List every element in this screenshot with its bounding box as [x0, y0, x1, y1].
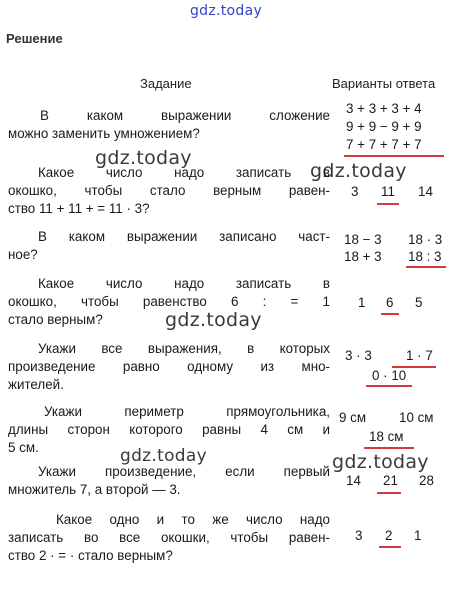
answer-option: 3: [355, 528, 363, 543]
answer-option: 14: [418, 184, 433, 199]
task-line: Укажи все выражения, в которых: [38, 341, 330, 356]
answer-underline: [377, 492, 401, 494]
answer-option: 18 − 3: [344, 232, 382, 247]
watermark: gdz.today: [120, 446, 207, 466]
answer-option-correct: 7 + 7 + 7 + 7: [346, 137, 422, 152]
answer-option-correct: 11: [381, 184, 395, 199]
task-line: ное?: [8, 247, 38, 262]
answer-option: 3: [351, 184, 359, 199]
task-line: стало верным?: [8, 312, 103, 327]
task-line: ство 11 + 11 + = 11 · 3?: [8, 201, 150, 216]
answer-option-correct: 1 · 7: [406, 348, 433, 363]
task-1: [8, 107, 330, 143]
watermark: gdz.today: [95, 147, 192, 169]
answer-option: 1: [358, 295, 366, 310]
answer-option-correct: 0 · 10: [372, 368, 407, 383]
task-6: [8, 403, 330, 457]
task-line: В каком выражении сложение: [40, 108, 330, 123]
task-line: Укажи периметр прямоугольника,: [44, 404, 330, 419]
answer-underline: [366, 385, 412, 387]
watermark: gdz.today: [332, 451, 429, 473]
task-line: В каком выражении записано част-: [38, 229, 330, 244]
answer-underline: [344, 155, 444, 157]
task-line: длины сторон которого равны 4 см и: [8, 422, 330, 437]
task-line: произведение равно одному из мно-: [8, 359, 330, 374]
task-3: [8, 228, 330, 264]
task-line: окошко, чтобы стало верным равен-: [8, 183, 330, 198]
answer-option: 18 · 3: [408, 232, 443, 247]
answer-underline: [379, 546, 401, 548]
task-8: [8, 511, 330, 565]
answer-option: 10 см: [399, 410, 434, 425]
task-line: ство 2 · = · стало верным?: [8, 548, 173, 563]
task-4: [8, 275, 330, 329]
task-line: окошко, чтобы равенство 6 : = 1: [8, 294, 330, 309]
task-line: Укажи произведение, если первый: [38, 464, 330, 479]
task-2: [8, 164, 330, 218]
task-7: [8, 463, 330, 499]
watermark: gdz.today: [165, 309, 262, 331]
task-line: 5 см.: [8, 440, 39, 455]
answer-option: 5: [415, 295, 423, 310]
column-header-answers: Варианты ответа: [332, 76, 436, 91]
answer-underline: [377, 203, 399, 205]
answer-option: 9 см: [339, 410, 367, 425]
task-5: [8, 340, 330, 394]
task-line: записать во все окошки, чтобы равен-: [8, 530, 330, 545]
answer-option: 1: [414, 528, 422, 543]
answer-option: 28: [419, 473, 434, 488]
task-line: Какое одно и то же число надо: [56, 512, 330, 527]
answer-option: 3 · 3: [345, 348, 372, 363]
task-line: Какое число надо записать в: [38, 276, 330, 291]
watermark: gdz.today: [310, 160, 407, 182]
answer-underline: [381, 313, 399, 315]
answer-option: 18 + 3: [344, 249, 382, 264]
column-header-task: Задание: [140, 76, 192, 91]
answer-option-correct: 21: [383, 473, 398, 488]
task-line: множитель 7, а второй — 3.: [8, 482, 181, 497]
task-line: можно заменить умножением?: [8, 126, 200, 141]
task-line: Какое число надо записать в: [38, 165, 330, 180]
task-line: жителей.: [8, 377, 64, 392]
answer-option-correct: 18 : 3: [408, 249, 442, 264]
answer-underline: [406, 266, 446, 268]
answer-option: 3 + 3 + 3 + 4: [346, 101, 422, 116]
answer-option-correct: 6: [386, 295, 394, 310]
watermark-top: gdz.today: [190, 3, 263, 19]
answer-option-correct: 18 см: [369, 429, 404, 444]
answer-option: 9 + 9 − 9 + 9: [346, 119, 422, 134]
answer-option-correct: 2: [385, 528, 393, 543]
answer-option: 14: [346, 473, 361, 488]
page-heading: Решение: [6, 31, 63, 46]
answer-underline: [364, 447, 414, 449]
